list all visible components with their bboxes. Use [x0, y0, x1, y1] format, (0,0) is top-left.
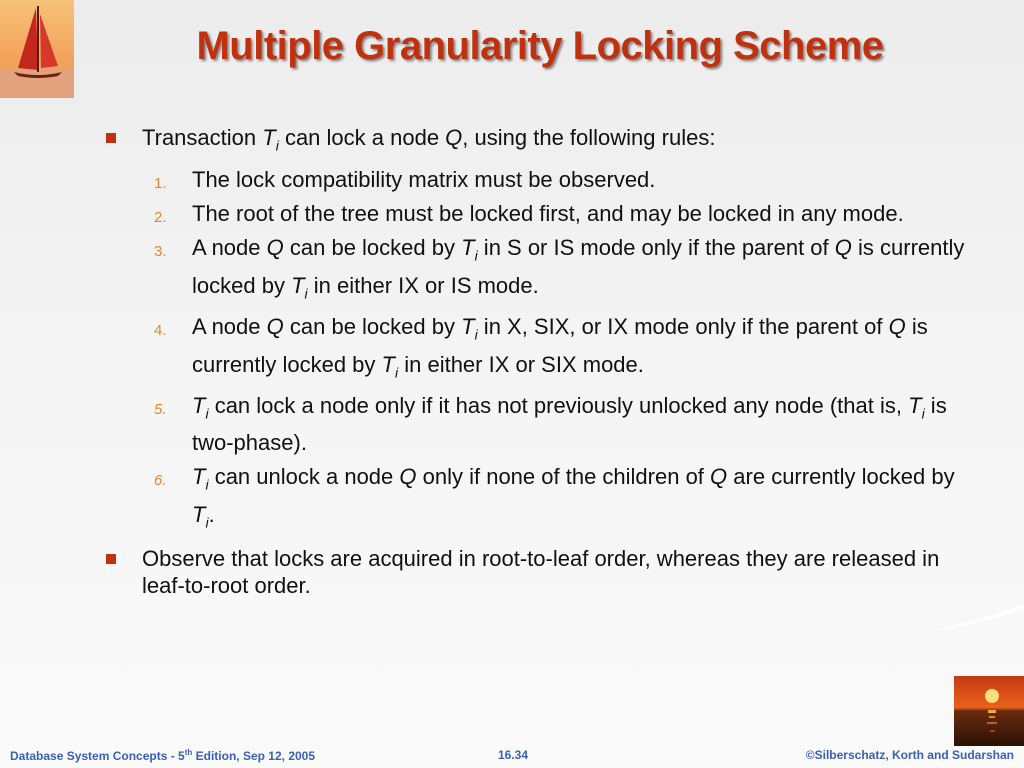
- slide-content: [104, 124, 984, 605]
- footer-copyright: ©Silberschatz, Korth and Sudarshan: [805, 748, 1014, 762]
- decorative-swoosh-icon: [940, 600, 1024, 630]
- bullet-transaction-rules: Transaction $T_i$ can lock a node Q, using the following rules:: [104, 124, 984, 159]
- rule-6: 6. $T_i$ can unlock a node Q only if none of the children of Q are currently locked by $T_i$.: [154, 464, 955, 531]
- rule-1: 1. The lock compatibility matrix must be observed.: [104, 165, 972, 195]
- rule-number: 3.: [154, 243, 167, 261]
- slide-title: Multiple Granularity Locking Scheme: [196, 24, 884, 68]
- rule-4: 4. A node Q can be locked by $T_i$ in X, SIX, or IX mode only if the parent of Q is currently locked by $T_i$ in either IX or SIX mode.: [154, 314, 928, 380]
- bullet-lock-order: Observe that locks are acquired in root-to-leaf order, whereas they are released in leaf-to-root order.: [104, 545, 984, 599]
- rule-number: 4.: [154, 322, 167, 340]
- slide-footer: [0, 744, 1024, 766]
- bullet-square-icon: [106, 554, 116, 564]
- bullet-square-icon: [106, 133, 116, 143]
- rule-number: 1.: [154, 175, 167, 193]
- rule-2: 2. The root of the tree must be locked first, and may be locked in any mode.: [104, 199, 972, 229]
- rule-3: 3. A node Q can be locked by $T_i$ in S or IS mode only if the parent of Q is currently locked by $T_i$ in either IX or IS mode.: [154, 235, 965, 302]
- sunset-logo-icon: [954, 676, 1024, 746]
- footer-page-number: 16.34: [498, 748, 529, 762]
- rule-number: 6.: [154, 472, 167, 490]
- sailboat-logo-icon: [0, 0, 74, 98]
- footer-book-title: Database System Concepts - 5th Edition, Sep 12, 2005: [10, 748, 316, 763]
- rule-number: 5.: [154, 400, 167, 418]
- rule-5: 5. $T_i$ can lock a node only if it has not previously unlocked any node (that is, $T_i$ is two-phase).: [154, 392, 947, 456]
- rule-number: 2.: [154, 209, 167, 227]
